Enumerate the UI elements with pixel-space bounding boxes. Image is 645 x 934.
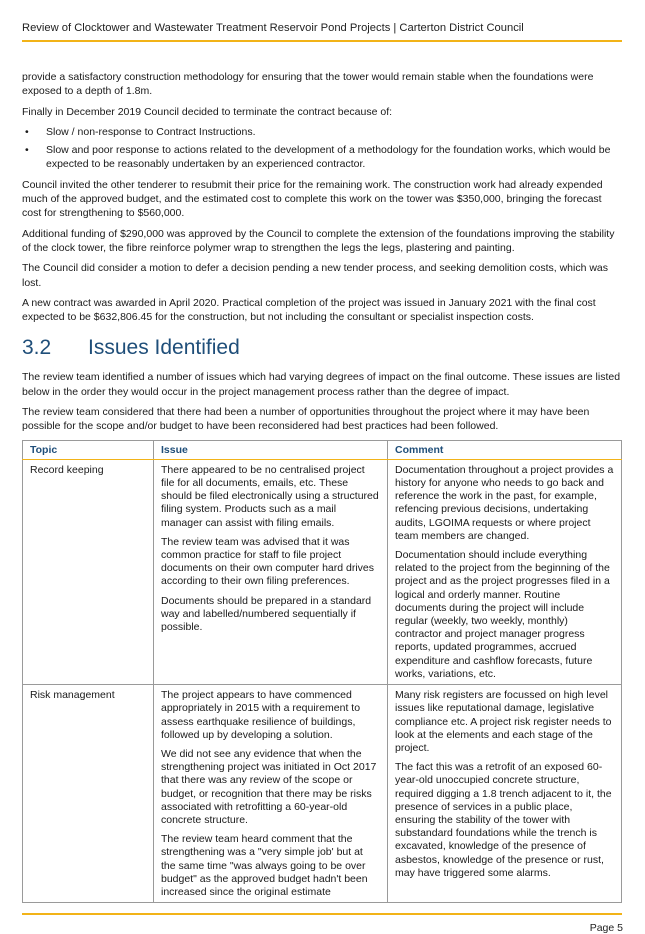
column-header-issue: Issue <box>154 440 388 459</box>
comment-paragraph: Many risk registers are focussed on high level issues like reputational damage, legislative compliance etc. A project risk register needs to look at the elements and each stage of the project. <box>395 689 612 754</box>
body-paragraph: Finally in December 2019 Council decided to terminate the contract because of: <box>22 105 393 118</box>
issue-paragraph: The project appears to have commenced appropriately in 2015 with a requirement to assess earthquake resilience of buildings, followed up by developing a solution. <box>161 689 361 741</box>
page-header: Review of Clocktower and Wastewater Treatment Reservoir Pond Projects | Carterton District Council <box>22 22 524 34</box>
body-paragraph: The Council did consider a motion to defer a decision pending a new tender process, and seeking demolition costs, which was lost. <box>22 262 609 289</box>
issue-cell <box>154 685 388 903</box>
issue-paragraph: The review team was advised that it was common practice for staff to file project documents on their own computer hard drives according to their own filing preferences. <box>161 535 375 588</box>
bullet-item: • Slow and poor response to actions related to the development of a methodology for the foundation works, which would be expected to be reasonably undertaken by an experienced contractor. <box>22 143 622 172</box>
section-paragraph: The review team identified a number of issues which had varying degrees of impact on the final outcome. These issues are listed below in the order they would occur in the project management process rather than the degree of impact. <box>22 371 621 398</box>
issue-paragraph: The review team heard comment that the strengthening was a "very simple job' but at the same time "was always going to be over budget" as the approved budget hadn't been increased since the original estimate <box>161 833 368 898</box>
topic-cell: Record keeping <box>23 459 154 684</box>
section-number: 3.2 <box>22 336 52 360</box>
comment-paragraph: Documentation throughout a project provides a history for anyone who needs to go back and reference the work in the past, for example, refencing previous decisions, undertaking audits, LGOIMA requests or where project team members are changed. <box>395 463 614 542</box>
issue-cell <box>154 459 388 684</box>
bullet-list <box>22 125 622 172</box>
table-header-row <box>23 440 622 459</box>
column-header-topic: Topic <box>23 440 154 459</box>
comment-cell <box>388 459 622 684</box>
section-paragraph: The review team considered that there had been a number of opportunities throughout the project where it may have been possible for the scope and/or budget to have been reconsidered had best practices had been followed. <box>22 406 590 433</box>
footer-rule <box>22 913 622 915</box>
table-row <box>23 685 622 903</box>
body-paragraph: provide a satisfactory construction methodology for ensuring that the tower would remain stable when the foundations were exposed to a depth of 1.8m. <box>22 71 594 98</box>
comment-paragraph: Documentation should include everything related to the project from the beginning of the project and as the project progresses filed in a logical and orderly manner. Routine documents during the project will include regular (weekly, two weekly, monthly) contractor and project manager progress reports, updated programmes, accrued expenditure and cashflow forecasts, future works, variations, etc. <box>395 549 610 680</box>
body-paragraph: Additional funding of $290,000 was approved by the Council to complete the extension of the foundations improving the stability of the clock tower, the fibre reinforce polymer wrap to strengthen the legs the legs, plastering and painting. <box>22 227 615 254</box>
body-paragraph: Council invited the other tenderer to resubmit their price for the remaining work. The construction work had already expended much of the approved budget, and the estimated cost to complete this work on the tower was $350,000, bringing the forecast cost for strengthening to $560,000. <box>22 178 603 220</box>
bullet-item: • Slow / non-response to Contract Instructions. <box>22 125 622 139</box>
issue-paragraph: We did not see any evidence that when the strengthening project was initiated in Oct 2017 that there was any review of the scope or budget, or recognition that there may be risks associated with retrofitting a 60-year-old concrete structure. <box>161 747 377 826</box>
issue-paragraph: Documents should be prepared in a standard way and labelled/numbered sequentially if possible. <box>161 594 372 634</box>
section-title: Issues Identified <box>88 336 240 360</box>
comment-cell <box>388 685 622 903</box>
issue-paragraph: There appeared to be no centralised project file for all documents, emails, etc. These should be filed electronically using a structured filing system. Products such as a mail manager can assist with filing emails. <box>161 463 379 529</box>
body-paragraph: A new contract was awarded in April 2020. Practical completion of the project was issued in January 2021 with the final cost expected to be $632,806.45 for the construction, but not including the consultant or specialist inspection costs. <box>22 296 596 324</box>
topic-cell: Risk management <box>23 685 154 903</box>
section-heading <box>22 336 622 360</box>
column-header-comment: Comment <box>388 440 622 459</box>
header-rule <box>22 40 622 42</box>
table-row <box>23 459 622 684</box>
comment-paragraph: The fact this was a retrofit of an exposed 60-year-old unoccupied concrete structure, required digging a 1.8 trench adjacent to it, the presence of services in a public place, ensuring the stability of the tower with substandard foundations while the trench is excavated, knowledge of the presence of asbestos, knowledge of the presence or rust, may have triggered some alarms. <box>395 761 612 879</box>
page-number: Page 5 <box>589 922 623 934</box>
page-body <box>22 70 622 903</box>
issues-table <box>22 440 622 904</box>
